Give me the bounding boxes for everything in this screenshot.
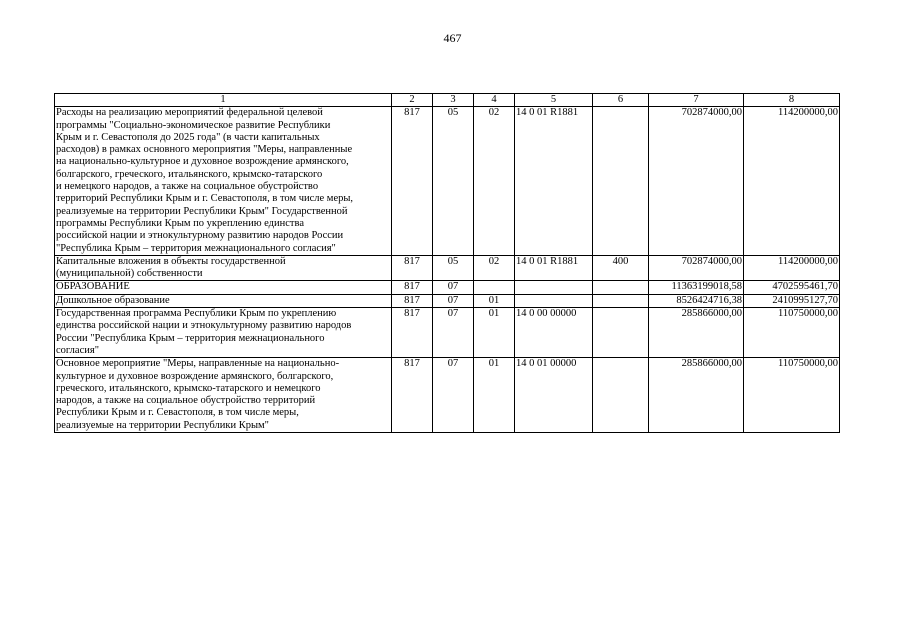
amount-col8: 114200000,00: [744, 255, 840, 281]
table-row: [55, 281, 840, 294]
amount-col7: 11363199018,58: [649, 281, 744, 294]
amount-col7: 702874000,00: [649, 255, 744, 281]
expense-type-code: [593, 358, 649, 433]
row-name: Основное мероприятие "Меры, направленные на национально- культурное и духовное возрождение армянского, болгарского, греческого, итальянского, крымско-татарского и немецкого народов, а также на социальное обустройство территорий Республики Крым и г. Севастополя, в том числе меры, реализуемые на территории Республики Крым": [55, 358, 392, 433]
section-code: 05: [433, 107, 474, 256]
column-header: 8: [744, 94, 840, 107]
ministry-code: 817: [392, 281, 433, 294]
table-row: [55, 107, 840, 256]
amount-col8: 114200000,00: [744, 107, 840, 256]
target-article-code: 14 0 01 00000: [515, 358, 593, 433]
subsection-code: [474, 281, 515, 294]
table-row: [55, 358, 840, 433]
table-row: [55, 294, 840, 307]
expense-type-code: 400: [593, 255, 649, 281]
ministry-code: 817: [392, 308, 433, 358]
header-row: [55, 94, 840, 107]
budget-table: [54, 93, 840, 433]
section-code: 07: [433, 281, 474, 294]
section-code: 07: [433, 294, 474, 307]
target-article-code: 14 0 01 R1881: [515, 107, 593, 256]
amount-col7: 285866000,00: [649, 308, 744, 358]
column-header: 1: [55, 94, 392, 107]
amount-col8: 110750000,00: [744, 358, 840, 433]
ministry-code: 817: [392, 255, 433, 281]
ministry-code: 817: [392, 358, 433, 433]
target-article-code: 14 0 00 00000: [515, 308, 593, 358]
table-row: [55, 255, 840, 281]
amount-col7: 285866000,00: [649, 358, 744, 433]
ministry-code: 817: [392, 107, 433, 256]
column-header: 5: [515, 94, 593, 107]
amount-col8: 110750000,00: [744, 308, 840, 358]
column-header: 4: [474, 94, 515, 107]
target-article-code: [515, 281, 593, 294]
expense-type-code: [593, 107, 649, 256]
row-name: ОБРАЗОВАНИЕ: [55, 281, 392, 294]
section-code: 07: [433, 358, 474, 433]
section-code: 07: [433, 308, 474, 358]
row-name: Государственная программа Республики Крым по укреплению единства российской нации и этнокультурному развитию народов России "Республика Крым – территория межнационального согласия": [55, 308, 392, 358]
ministry-code: 817: [392, 294, 433, 307]
subsection-code: 01: [474, 358, 515, 433]
expense-type-code: [593, 308, 649, 358]
subsection-code: 02: [474, 107, 515, 256]
column-header: 7: [649, 94, 744, 107]
target-article-code: [515, 294, 593, 307]
column-header: 3: [433, 94, 474, 107]
column-header: 6: [593, 94, 649, 107]
subsection-code: 01: [474, 294, 515, 307]
subsection-code: 01: [474, 308, 515, 358]
table-row: [55, 308, 840, 358]
amount-col8: 2410995127,70: [744, 294, 840, 307]
page-number: 467: [443, 31, 462, 45]
amount-col7: 702874000,00: [649, 107, 744, 256]
row-name: Капитальные вложения в объекты государственной (муниципальной) собственности: [55, 255, 392, 281]
row-name: Расходы на реализацию мероприятий федеральной целевой программы "Социально-экономическое развитие Республики Крым и г. Севастополя до 2025 года" (в части капитальных расходов) в рамках основного мероприятия "Меры, направленные на национально-культурное и духовное возрождение армянского, болгарского, греческого, итальянского, крымско-татарского и немецкого народов, а также на социальное обустройство территорий Республики Крым и г. Севастополя, в том числе меры, реализуемые на территории Республики Крым" Государственной программы Республики Крым по укреплению единства российской нации и этнокультурному развитию народов России "Республика Крым – территория межнационального согласия": [55, 107, 392, 256]
amount-col7: 8526424716,38: [649, 294, 744, 307]
expense-type-code: [593, 294, 649, 307]
amount-col8: 4702595461,70: [744, 281, 840, 294]
column-header: 2: [392, 94, 433, 107]
section-code: 05: [433, 255, 474, 281]
target-article-code: 14 0 01 R1881: [515, 255, 593, 281]
row-name: Дошкольное образование: [55, 294, 392, 307]
expense-type-code: [593, 281, 649, 294]
subsection-code: 02: [474, 255, 515, 281]
